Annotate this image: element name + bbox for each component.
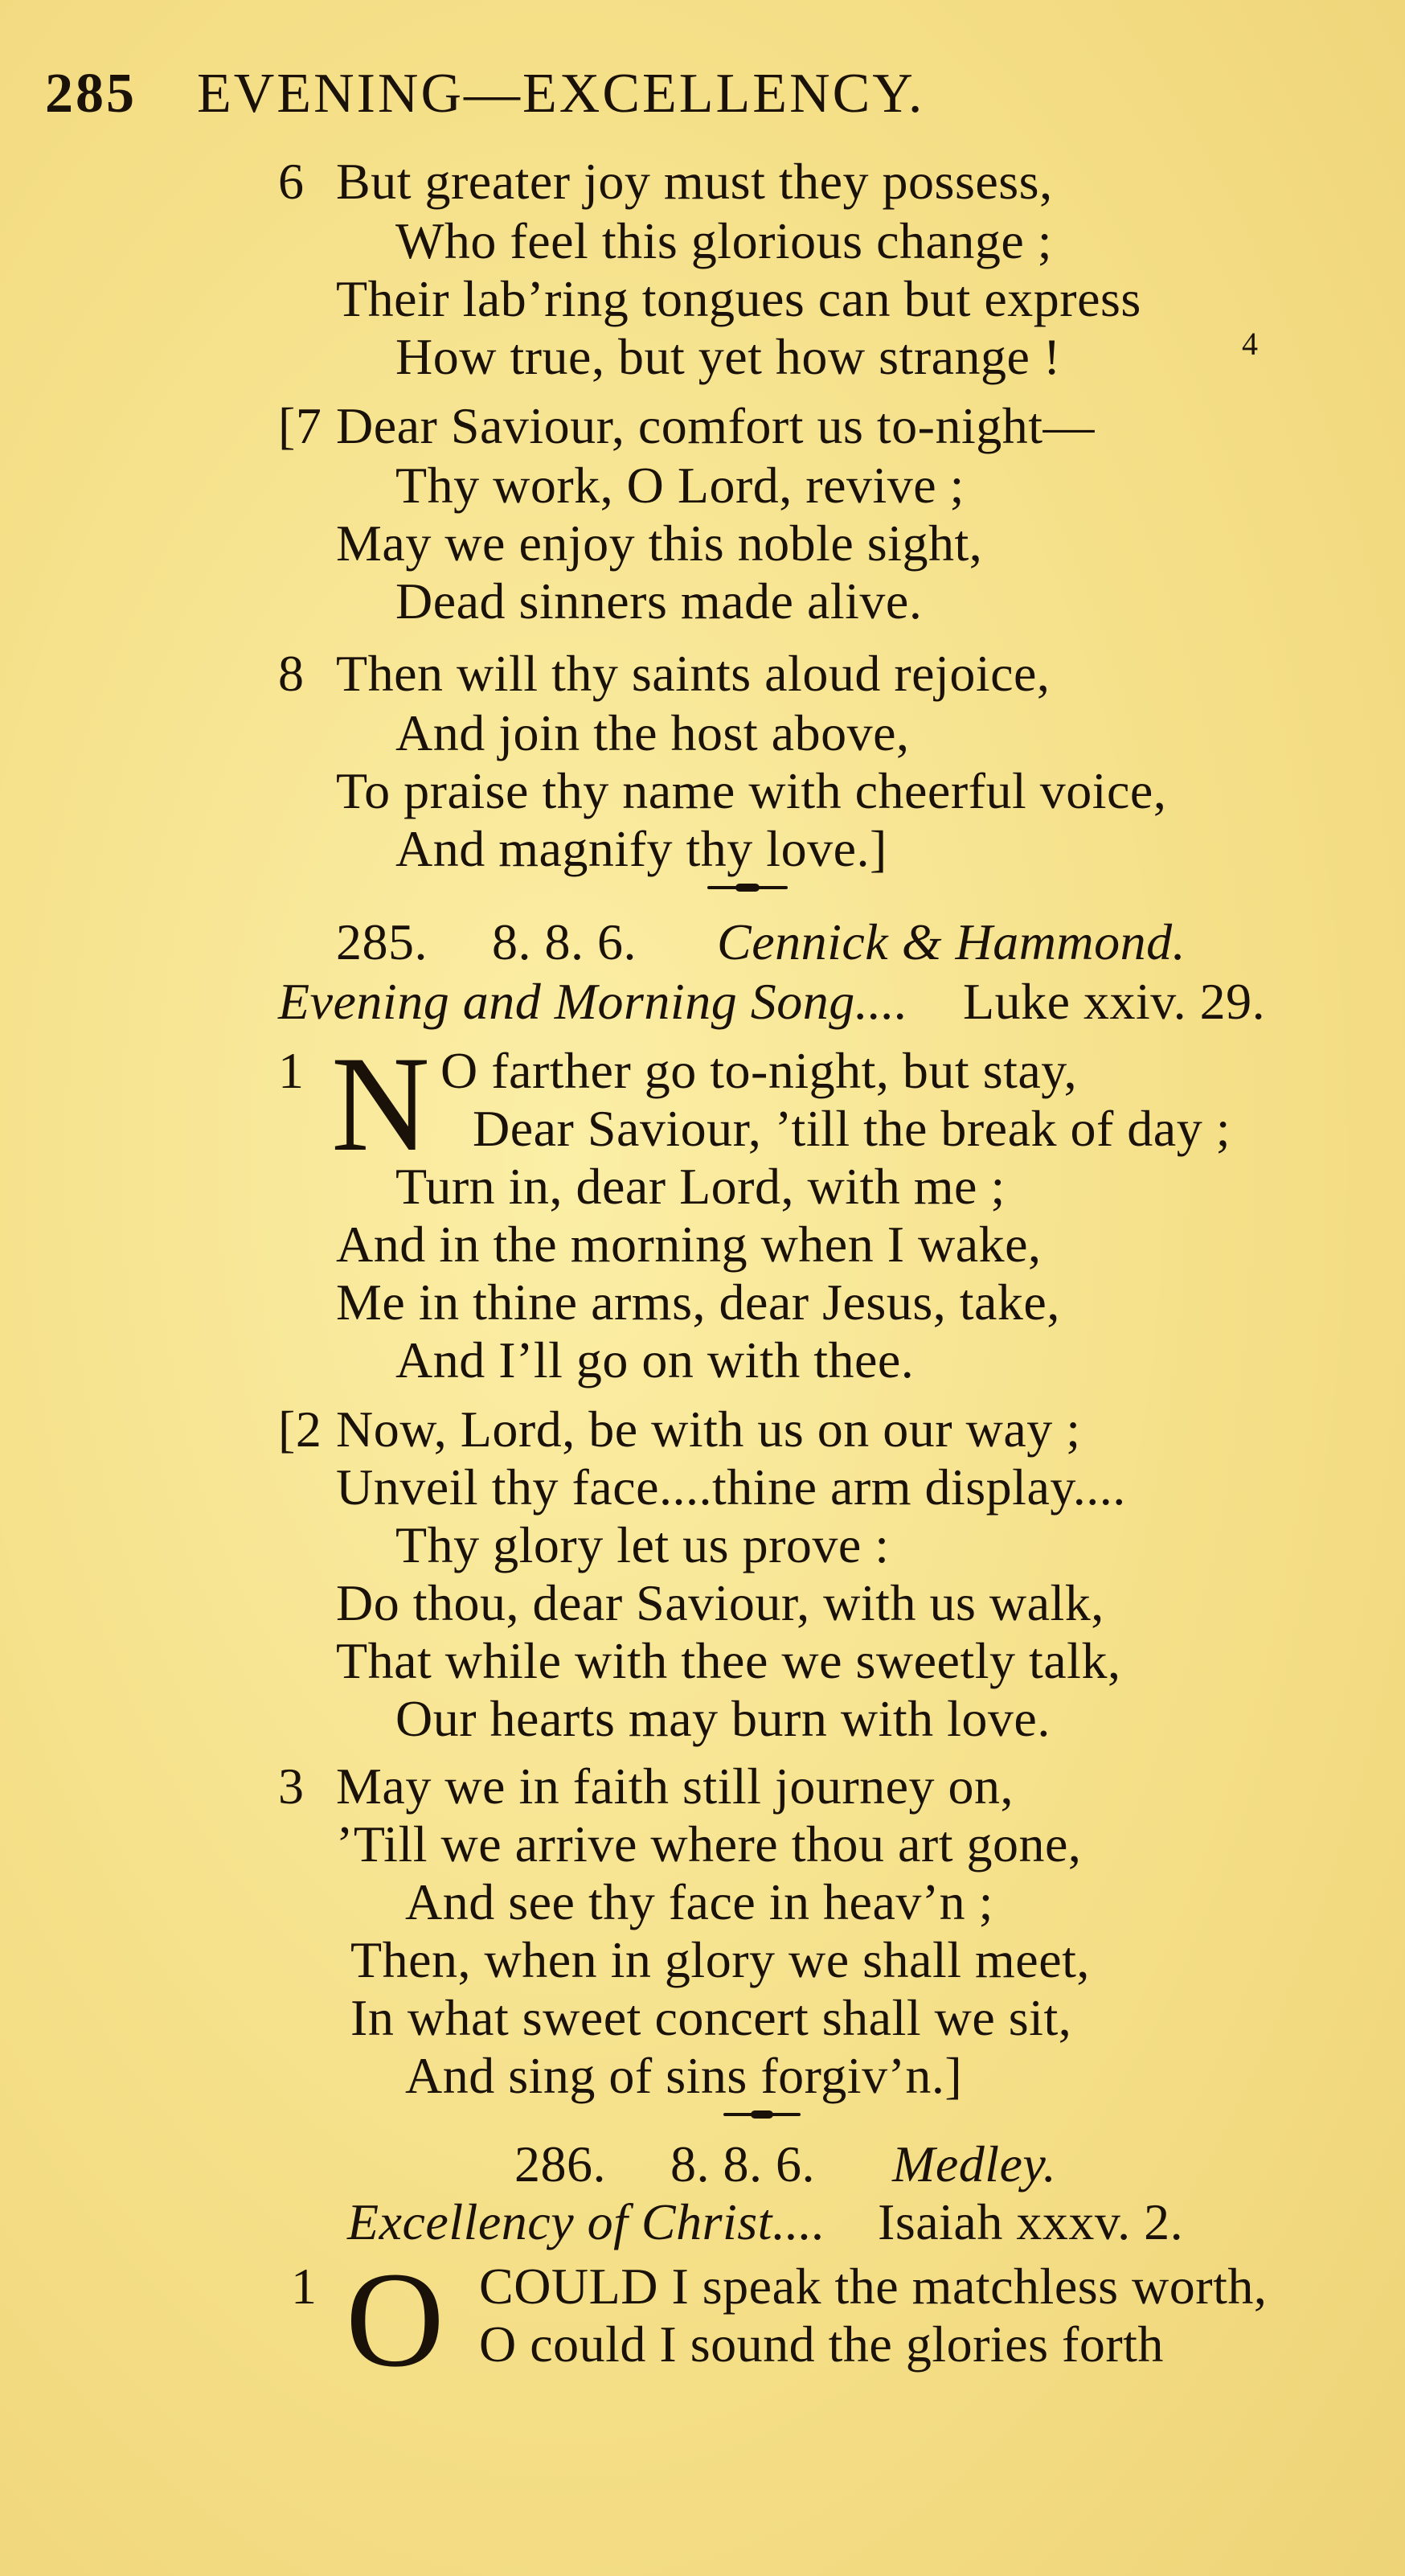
hymn-meter: 8. 8. 6. (670, 2135, 815, 2192)
verse-line: How true, but yet how strange ! (395, 328, 1061, 385)
page-number: 285 (45, 63, 137, 125)
hymn-title: Excellency of Christ.... (347, 2193, 825, 2250)
separator-rule (707, 886, 788, 889)
verse-number: 6 (278, 153, 305, 210)
verse-line: But greater joy must they possess, (336, 153, 1053, 210)
verse-line: And magnify thy love.] (395, 820, 887, 877)
verse-number: [2 (278, 1401, 322, 1458)
verse-number: 1 (278, 1042, 305, 1099)
verse-line: Their lab’ring tongues can but express (336, 270, 1141, 327)
verse-number: 8 (278, 645, 305, 702)
verse-number: 1 (291, 2258, 317, 2315)
verse-line: Dear Saviour, comfort us to-night— (336, 397, 1096, 454)
verse-line: Then, when in glory we shall meet, (350, 1931, 1090, 1988)
hymn-meter: 8. 8. 6. (492, 913, 637, 970)
verse-line: ’Till we arrive where thou art gone, (336, 1815, 1082, 1873)
drop-cap: O (346, 2244, 444, 2395)
verse-line: Thy glory let us prove : (395, 1516, 890, 1573)
verse-line: May we in faith still journey on, (336, 1758, 1014, 1815)
verse-line: Dear Saviour, ’till the break of day ; (473, 1100, 1231, 1157)
verse-line: Now, Lord, be with us on our way ; (336, 1401, 1081, 1458)
verse-line: Me in thine arms, dear Jesus, take, (336, 1274, 1060, 1331)
verse-line: Unveil thy face....thine arm display.... (336, 1458, 1126, 1516)
verse-number: [7 (278, 397, 322, 454)
verse-line: Turn in, dear Lord, with me ; (395, 1158, 1006, 1215)
drop-cap: N (331, 1028, 430, 1179)
verse-line: Dead sinners made alive. (395, 572, 923, 630)
verse-line: Who feel this glorious change ; (395, 212, 1053, 269)
verse-line: To praise thy name with cheerful voice, (336, 762, 1167, 819)
margin-mark: 4 (1242, 326, 1259, 362)
verse-line: COULD I speak the matchless worth, (479, 2258, 1268, 2315)
verse-line: Thy work, O Lord, revive ; (395, 457, 965, 514)
hymn-author: Medley. (892, 2135, 1057, 2192)
hymn-number: 285. (336, 913, 428, 970)
hymn-author: Cennick & Hammond. (717, 913, 1186, 970)
hymn-number: 286. (514, 2135, 606, 2192)
scripture-reference: Isaiah xxxv. 2. (878, 2193, 1184, 2250)
verse-line: May we enjoy this noble sight, (336, 515, 983, 572)
verse-line: And join the host above, (395, 704, 910, 761)
verse-line: And see thy face in heav’n ; (405, 1873, 993, 1930)
scripture-reference: Luke xxiv. 29. (963, 973, 1266, 1030)
verse-line: Then will thy saints aloud rejoice, (336, 645, 1051, 702)
verse-number: 3 (278, 1758, 305, 1815)
verse-line: That while with thee we sweetly talk, (336, 1632, 1121, 1689)
verse-line: O farther go to-night, but stay, (440, 1042, 1078, 1099)
verse-line: And in the morning when I wake, (336, 1216, 1042, 1273)
verse-line: Do thou, dear Saviour, with us walk, (336, 1574, 1104, 1631)
separator-rule (723, 2113, 801, 2116)
running-head: EVENING—EXCELLENCY. (197, 63, 925, 125)
hymn-title: Evening and Morning Song.... (278, 973, 908, 1030)
verse-line: And sing of sins forgiv’n.] (405, 2047, 963, 2104)
verse-line: And I’ll go on with thee. (395, 1331, 915, 1388)
verse-line: Our hearts may burn with love. (395, 1690, 1051, 1747)
verse-line: O could I sound the glories forth (479, 2316, 1164, 2373)
verse-line: In what sweet concert shall we sit, (350, 1989, 1072, 2046)
